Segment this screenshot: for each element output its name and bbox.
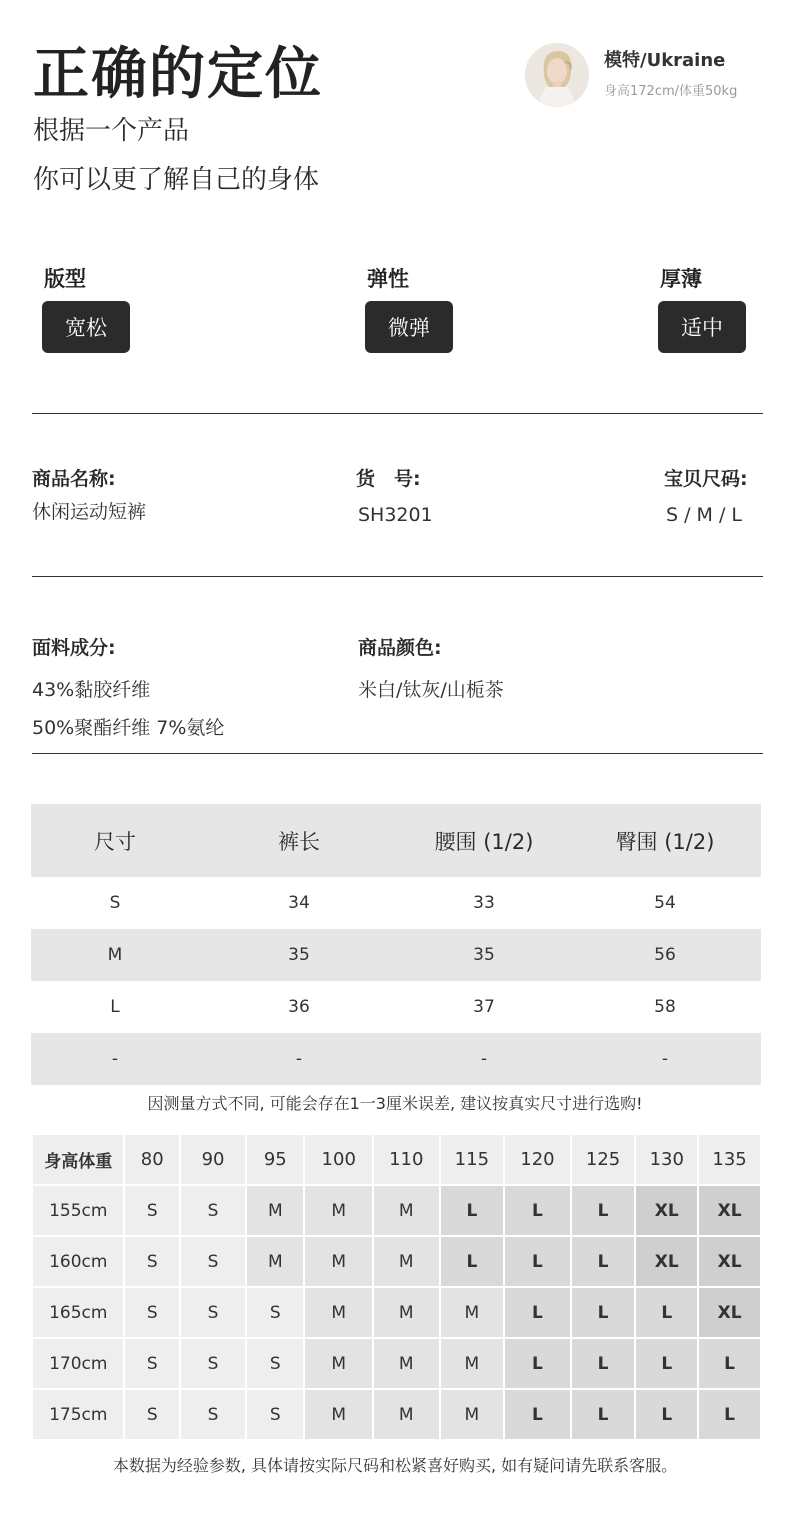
table-cell: - (480, 1049, 488, 1069)
size-cell: L (572, 1339, 635, 1388)
size-cell: M (441, 1288, 504, 1337)
table-cell: 58 (654, 997, 676, 1017)
elasticity-label: 弹性 (367, 267, 409, 291)
weight-header: 120 (505, 1135, 570, 1184)
size-cell: S (247, 1339, 303, 1388)
model-stats: 身高172cm/体重50kg (604, 84, 738, 99)
weight-header: 115 (441, 1135, 504, 1184)
height-label: 175cm (33, 1390, 123, 1439)
size-cell: S (125, 1390, 179, 1439)
height-label: 155cm (33, 1186, 123, 1235)
header-size: 尺寸 (31, 804, 199, 877)
fit-label: 版型 (44, 267, 86, 291)
size-cell: L (636, 1288, 697, 1337)
divider (32, 576, 763, 577)
size-range-label: 宝贝尺码: (664, 468, 748, 490)
height-label: 165cm (33, 1288, 123, 1337)
thickness-badge: 适中 (658, 301, 746, 353)
table-cell: M (107, 945, 123, 965)
table-cell: - (295, 1049, 303, 1069)
product-name-value: 休闲运动短裤 (32, 501, 147, 523)
weight-header: 125 (572, 1135, 635, 1184)
size-cell: M (374, 1186, 439, 1235)
height-label: 170cm (33, 1339, 123, 1388)
table-cell: - (111, 1049, 119, 1069)
table-cell: 35 (473, 945, 495, 965)
size-cell: XL (699, 1237, 760, 1286)
subtitle-line-1: 根据一个产品 (33, 116, 190, 146)
size-cell: L (505, 1186, 570, 1235)
size-cell: L (699, 1339, 760, 1388)
size-cell: L (505, 1390, 570, 1439)
model-avatar (525, 43, 589, 107)
fabric-line-1: 43%黏胶纤维 (32, 679, 151, 701)
header-length: 裤长 (199, 804, 399, 877)
size-table-header (31, 804, 761, 877)
size-cell: S (247, 1390, 303, 1439)
size-cell: S (181, 1237, 245, 1286)
size-cell: L (572, 1237, 635, 1286)
weight-header: 90 (181, 1135, 245, 1184)
page-title: 正确的定位 (33, 42, 323, 107)
size-cell: S (181, 1339, 245, 1388)
size-cell: L (572, 1288, 635, 1337)
table-cell: 37 (473, 997, 495, 1017)
size-cell: S (125, 1186, 179, 1235)
table-cell: S (109, 893, 121, 913)
size-cell: XL (699, 1288, 760, 1337)
size-cell: L (699, 1390, 760, 1439)
grid-row (33, 1186, 760, 1235)
size-cell: M (441, 1390, 504, 1439)
model-portrait-icon (525, 43, 589, 107)
weight-header: 110 (374, 1135, 439, 1184)
size-cell: L (636, 1390, 697, 1439)
size-cell: M (374, 1288, 439, 1337)
size-cell: XL (636, 1186, 697, 1235)
table-cell: 56 (654, 945, 676, 965)
size-cell: L (441, 1237, 504, 1286)
grid-row (33, 1339, 760, 1388)
grid-row (33, 1237, 760, 1286)
measurement-note: 因测量方式不同, 可能会存在1一3厘米误差, 建议按真实尺寸进行选购! (147, 1094, 643, 1113)
size-table (31, 804, 761, 1085)
size-cell: M (305, 1288, 371, 1337)
size-cell: M (374, 1390, 439, 1439)
weight-header: 130 (636, 1135, 697, 1184)
size-cell: M (305, 1237, 371, 1286)
size-cell: M (247, 1186, 303, 1235)
size-cell: S (125, 1339, 179, 1388)
size-cell: L (505, 1339, 570, 1388)
size-range-value: S / M / L (666, 504, 742, 526)
table-cell: 54 (654, 893, 676, 913)
thickness-label: 厚薄 (660, 267, 702, 291)
grid-row (33, 1288, 760, 1337)
footer-note: 本数据为经验参数, 具体请按实际尺码和松紧喜好购买, 如有疑问请先联系客服。 (112, 1456, 678, 1475)
size-cell: XL (636, 1237, 697, 1286)
grid-header-row (33, 1135, 760, 1184)
size-cell: M (441, 1339, 504, 1388)
size-recommendation-grid (31, 1133, 762, 1441)
weight-header: 135 (699, 1135, 760, 1184)
size-cell: M (247, 1237, 303, 1286)
table-row (31, 929, 761, 981)
subtitle-line-2: 你可以更了解自己的身体 (33, 165, 320, 195)
table-cell: - (661, 1049, 669, 1069)
table-cell: 35 (288, 945, 310, 965)
height-label: 160cm (33, 1237, 123, 1286)
sku-value: SH3201 (358, 504, 433, 526)
table-row (31, 1033, 761, 1085)
weight-header: 80 (125, 1135, 179, 1184)
table-cell: L (110, 997, 120, 1017)
elasticity-badge: 微弹 (365, 301, 453, 353)
weight-header: 95 (247, 1135, 303, 1184)
table-cell: 34 (288, 893, 310, 913)
size-cell: L (636, 1339, 697, 1388)
table-row (31, 877, 761, 929)
fit-badge: 宽松 (42, 301, 130, 353)
size-cell: L (505, 1237, 570, 1286)
size-cell: M (374, 1339, 439, 1388)
weight-header: 100 (305, 1135, 371, 1184)
header-waist: 腰围 (1/2) (399, 804, 569, 877)
size-cell: S (247, 1288, 303, 1337)
divider (32, 413, 763, 414)
size-cell: M (305, 1390, 371, 1439)
size-cell: S (125, 1288, 179, 1337)
size-cell: S (181, 1186, 245, 1235)
size-cell: S (181, 1390, 245, 1439)
grid-row (33, 1390, 760, 1439)
color-value: 米白/钛灰/山栀茶 (358, 679, 504, 701)
table-cell: 33 (473, 893, 495, 913)
header-hip: 臀围 (1/2) (569, 804, 761, 877)
sku-label: 货 号: (356, 468, 421, 490)
divider (32, 753, 763, 754)
table-cell: 36 (288, 997, 310, 1017)
size-cell: L (505, 1288, 570, 1337)
size-cell: M (305, 1186, 371, 1235)
size-cell: L (572, 1390, 635, 1439)
product-name-label: 商品名称: (32, 468, 116, 490)
color-label: 商品颜色: (358, 637, 442, 659)
size-cell: L (441, 1186, 504, 1235)
grid-corner-label: 身高体重 (33, 1135, 123, 1184)
size-cell: S (181, 1288, 245, 1337)
size-cell: S (125, 1237, 179, 1286)
size-cell: L (572, 1186, 635, 1235)
fabric-line-2: 50%聚酯纤维 7%氨纶 (32, 717, 225, 739)
size-cell: M (374, 1237, 439, 1286)
size-cell: M (305, 1339, 371, 1388)
table-row (31, 981, 761, 1033)
model-name: 模特/Ukraine (604, 50, 726, 71)
fabric-label: 面料成分: (32, 637, 116, 659)
size-cell: XL (699, 1186, 760, 1235)
